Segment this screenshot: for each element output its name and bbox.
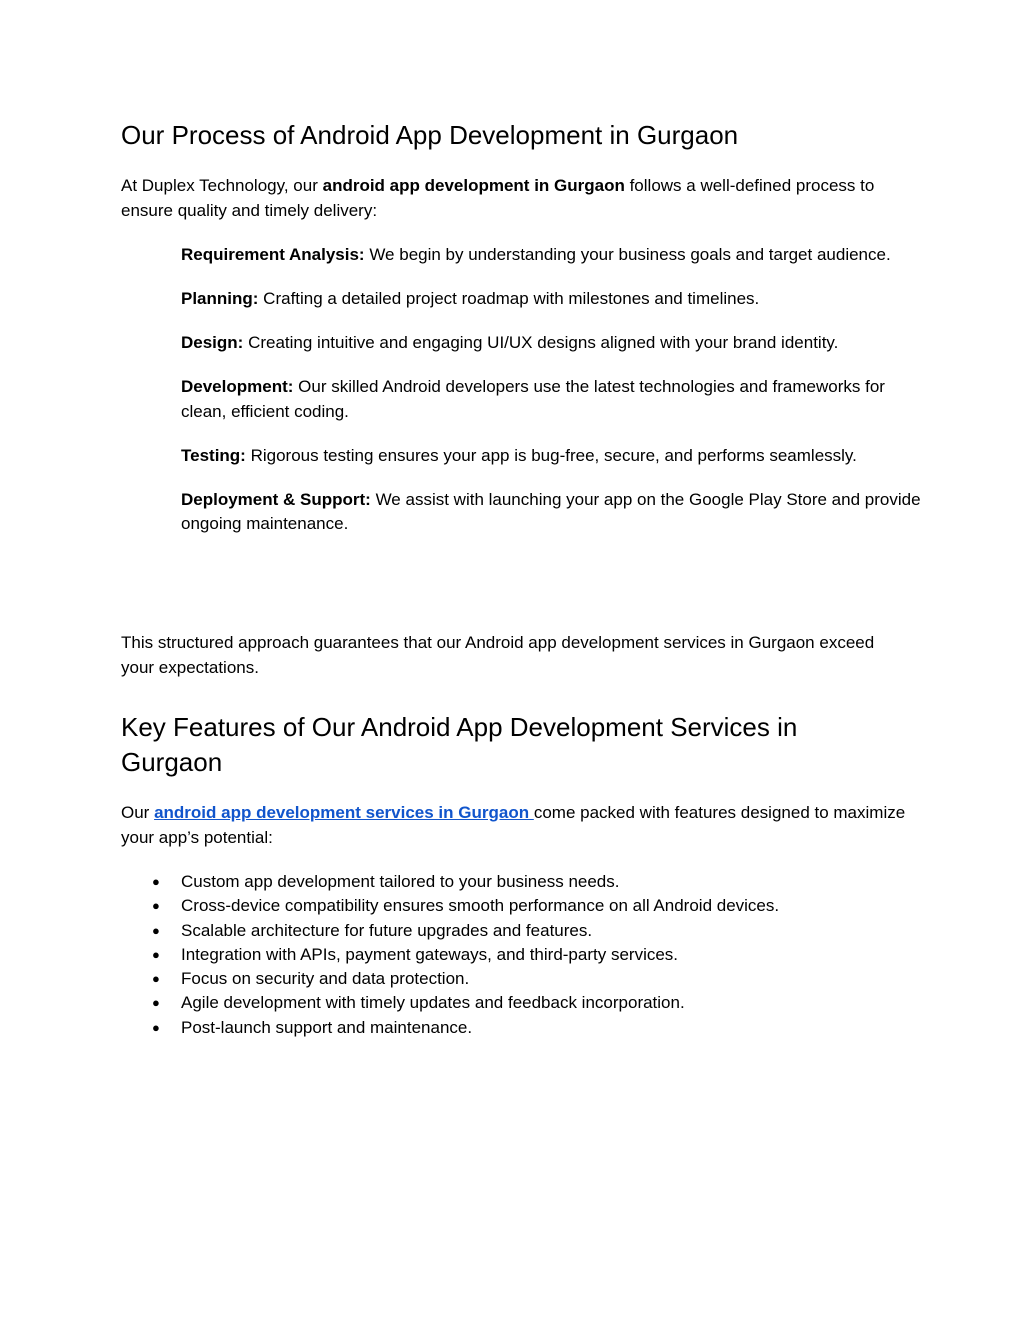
- bullet-icon: ●: [152, 971, 160, 987]
- process-step-testing: [181, 444, 921, 469]
- step-title: Design:: [181, 333, 244, 352]
- step-text: Crafting a detailed project roadmap with milestones and timelines.: [258, 289, 760, 308]
- step-text: We begin by understanding your business goals and target audience.: [364, 245, 891, 264]
- services-link[interactable]: android app development services in Gurgaon: [154, 803, 534, 822]
- step-title: Development:: [181, 377, 294, 396]
- process-steps-list: [181, 243, 921, 556]
- features-intro-paragraph: [121, 801, 911, 850]
- feature-text: Integration with APIs, payment gateways, and third-party services.: [181, 944, 679, 964]
- step-text: Our skilled Android developers use the latest technologies and frameworks for clean, efficient coding.: [181, 377, 885, 421]
- step-text: We assist with launching your app on the Google Play Store and provide ongoing maintenance.: [181, 489, 921, 533]
- feature-text: Cross-device compatibility ensures smooth performance on all Android devices.: [181, 896, 780, 916]
- step-text: Creating intuitive and engaging UI/UX designs aligned with your brand identity.: [243, 333, 839, 352]
- process-step-planning: [181, 287, 921, 312]
- bullet-icon: ●: [152, 1019, 160, 1035]
- step-title: Deployment & Support:: [181, 489, 371, 509]
- features-bullet-list: [121, 870, 901, 1040]
- list-item: [121, 1016, 901, 1040]
- features-intro-suffix: come packed with features designed to maximize your app’s potential:: [121, 803, 906, 847]
- process-intro-paragraph: [121, 174, 901, 223]
- intro-text-prefix: At Duplex Technology, our: [121, 176, 323, 195]
- process-step-requirement-analysis: [181, 243, 921, 268]
- list-item: [121, 919, 901, 943]
- features-intro-prefix: Our: [121, 803, 155, 822]
- process-step-development: [181, 375, 921, 424]
- bullet-icon: ●: [152, 995, 160, 1011]
- bullet-icon: ●: [152, 946, 160, 962]
- bullet-icon: ●: [152, 922, 160, 938]
- intro-bold-keyword: android app development in Gurgaon: [322, 176, 625, 195]
- list-item: [121, 967, 901, 991]
- step-title: Requirement Analysis:: [181, 245, 365, 264]
- intro-text-suffix: follows a well-defined process to ensure quality and timely delivery:: [121, 176, 875, 220]
- bullet-icon: ●: [152, 874, 160, 889]
- process-outro-paragraph: This structured approach guarantees that our Android app development services in Gurgaon exceed your expectations.: [121, 633, 875, 677]
- feature-text: Focus on security and data protection.: [181, 969, 470, 989]
- step-title: Testing:: [181, 445, 246, 465]
- process-step-deployment-support: [181, 488, 921, 537]
- list-item: [121, 943, 901, 967]
- section-heading-process: Our Process of Android App Development in Gurgaon: [121, 120, 739, 150]
- section-heading-key-features: Key Features of Our Android App Development Services in Gurgaon: [121, 712, 798, 777]
- feature-text: Post-launch support and maintenance.: [181, 1017, 473, 1037]
- list-item: [121, 894, 901, 918]
- feature-text: Agile development with timely updates and feedback incorporation.: [181, 993, 685, 1013]
- feature-text: Scalable architecture for future upgrades and features.: [181, 920, 593, 940]
- process-step-design: [181, 331, 921, 356]
- list-item: [121, 991, 901, 1015]
- step-text: Rigorous testing ensures your app is bug-free, secure, and performs seamlessly.: [245, 445, 857, 465]
- step-title: Planning:: [181, 289, 259, 308]
- bullet-icon: ●: [152, 898, 160, 914]
- feature-text: Custom app development tailored to your business needs.: [181, 872, 620, 891]
- list-item: [121, 870, 901, 894]
